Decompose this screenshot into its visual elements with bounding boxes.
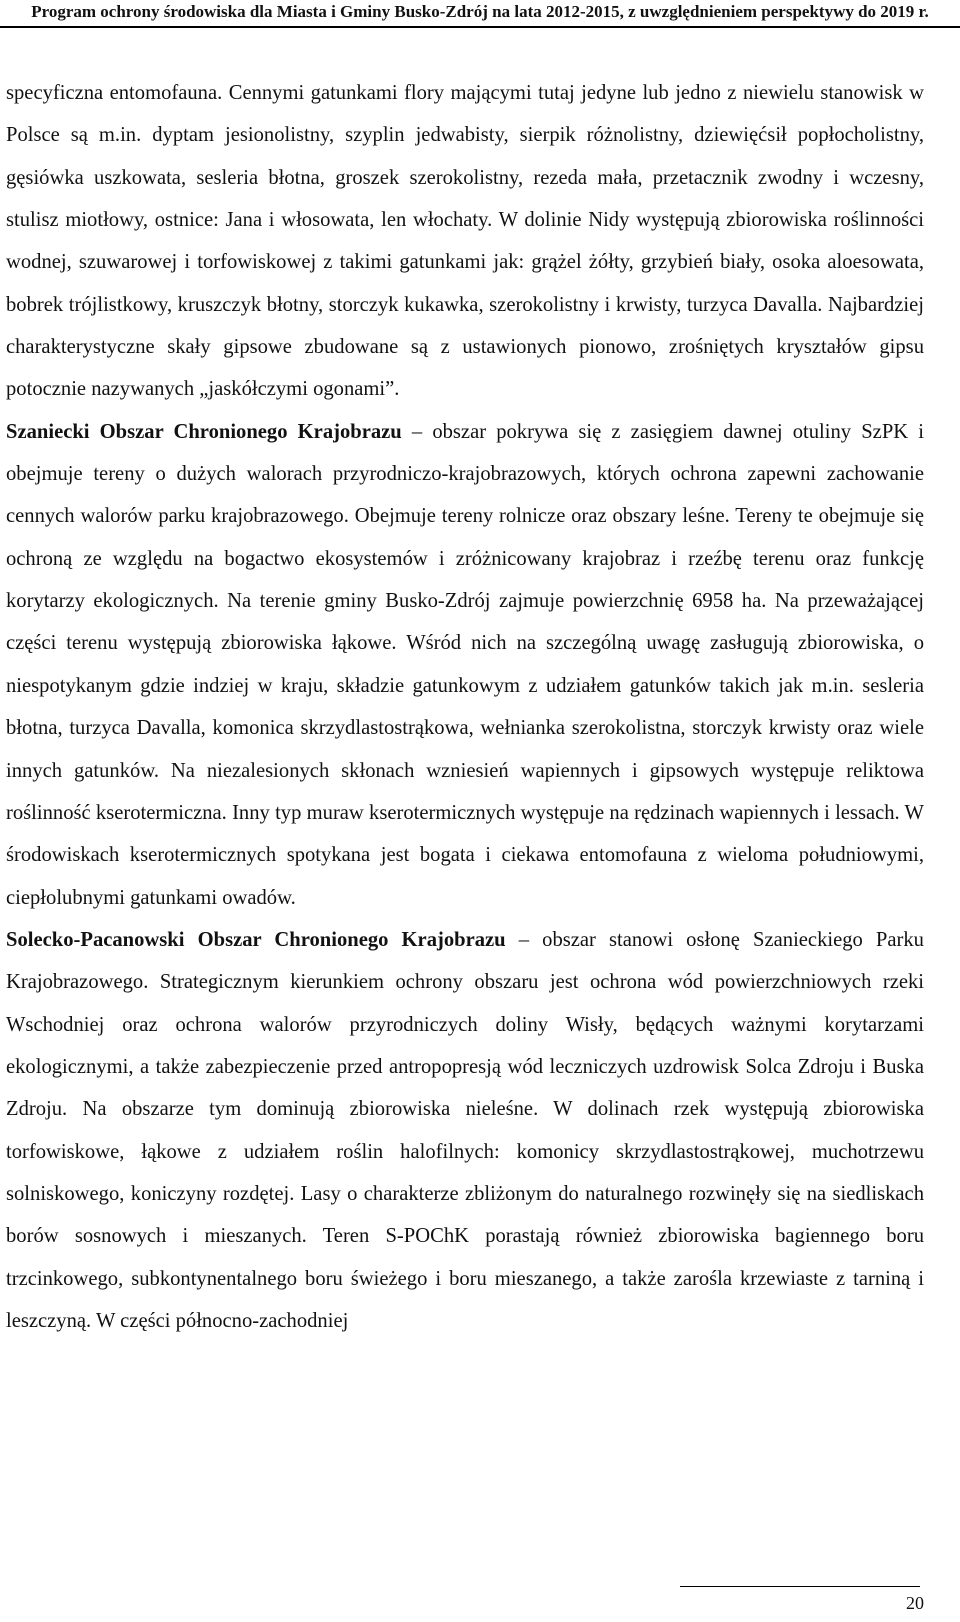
paragraph-szaniecki-area bbox=[6, 411, 924, 919]
running-header bbox=[0, 0, 960, 28]
section-heading-solecko-pacanowski: Solecko-Pacanowski Obszar Chronionego Krajobrazu bbox=[6, 928, 506, 951]
paragraph-szaniecki-text: – obszar pokrywa się z zasięgiem dawnej otuliny SzPK i obejmuje tereny o dużych walorach przyrodniczo-krajobrazowych, których ochrona zapewni zachowanie cennych walorów parku krajobrazowego. Obejmuje tereny rolnicze oraz obszary leśne. Tereny te obejmuje się ochroną ze względu na bogactwo ekosystemów i zróżnicowany krajobraz i rzeźbę terenu oraz funkcję korytarzy ekologicznych. Na terenie gminy Busko-Zdrój zajmuje powierzchnię 6958 ha. Na przeważającej części terenu występują zbiorowiska łąkowe. Wśród nich na szczególną uwagę zasługują zbiorowiska, o niespotykanym gdzie indziej w kraju, składzie gatunkowym z udziałem gatunków takich jak m.in. sesleria błotna, turzyca Davalla, komonica skrzydlastostrąkowa, wełnianka szerokolistna, storczyk krwisty oraz wiele innych gatunków. Na niezalesionych skłonach wzniesień wapiennych i gipsowych występuje reliktowa roślinność kserotermiczna. Inny typ muraw kserotermicznych występuje na rędzinach wapiennych i lessach. W środowiskach kserotermicznych spotykana jest bogata i ciekawa entomofauna z wieloma południowymi, ciepłolubnymi gatunkami owadów. bbox=[6, 420, 924, 909]
paragraph-solecko-pacanowski-area bbox=[6, 919, 924, 1342]
paragraph-flora: specyficzna entomofauna. Cennymi gatunkami flory mającymi tutaj jedyne lub jedno z niewielu stanowisk w Polsce są m.in. dyptam jesionolistny, szyplin jedwabisty, sierpik różnolistny, dziewięćsił popłocholistny, gęsiówka uszkowata, sesleria błotna, groszek szerokolistny, rezeda mała, przetacznik zwodny i wczesny, stulisz miotłowy, ostnice: Jana i włosowata, len włochaty. W dolinie Nidy występują zbiorowiska roślinności wodnej, szuwarowej i torfowiskowej z takimi gatunkami jak: grążel żółty, grzybień biały, osoka aloesowata, bobrek trójlistkowy, kruszczyk błotny, storczyk kukawka, szerokolistny i krwisty, turzyca Davalla. Najbardziej charakterystyczne skały gipsowe zbudowane są z ustawionych pionowo, zrośniętych kryształów gipsu potocznie nazywanych „jaskółczymi ogonami”. bbox=[6, 82, 924, 401]
paragraph-solecko-pacanowski-text: – obszar stanowi osłonę Szanieckiego Parku Krajobrazowego. Strategicznym kierunkiem ochrony obszaru jest ochrona wód powierzchniowych rzeki Wschodniej oraz ochrona walorów przyrodniczych doliny Wisły, będących ważnymi korytarzami ekologicznymi, a także zabezpieczenie przed antropopresją wód leczniczych uzdrowisk Solca Zdroju i Buska Zdroju. Na obszarze tym dominują zbiorowiska nieleśne. W dolinach rzek występują zbiorowiska torfowiskowe, łąkowe z udziałem roślin halofilnych: komonicy skrzydlastostrąkowej, muchotrzewu solniskowego, koniczyny rozdętej. Lasy o charakterze zbliżonym do naturalnego rozwinęły się na siedliskach borów sosnowych i mieszanych. Teren S-POChK porastają również zbiorowiska bagiennego boru trzcinkowego, subkontynentalnego boru świeżego i boru mieszanego, a także zarośla krzewiaste z tarniną i leszczyną. W części północno-zachodniej bbox=[6, 928, 924, 1332]
footer-rule bbox=[680, 1586, 920, 1587]
document-body bbox=[6, 72, 924, 1342]
running-header-title: Program ochrony środowiska dla Miasta i Gminy Busko-Zdrój na lata 2012-2015, z uwzględnieniem perspektywy do 2019 r. bbox=[31, 2, 929, 21]
section-heading-szaniecki: Szaniecki Obszar Chronionego Krajobrazu bbox=[6, 420, 402, 443]
page-number: 20 bbox=[906, 1593, 924, 1613]
